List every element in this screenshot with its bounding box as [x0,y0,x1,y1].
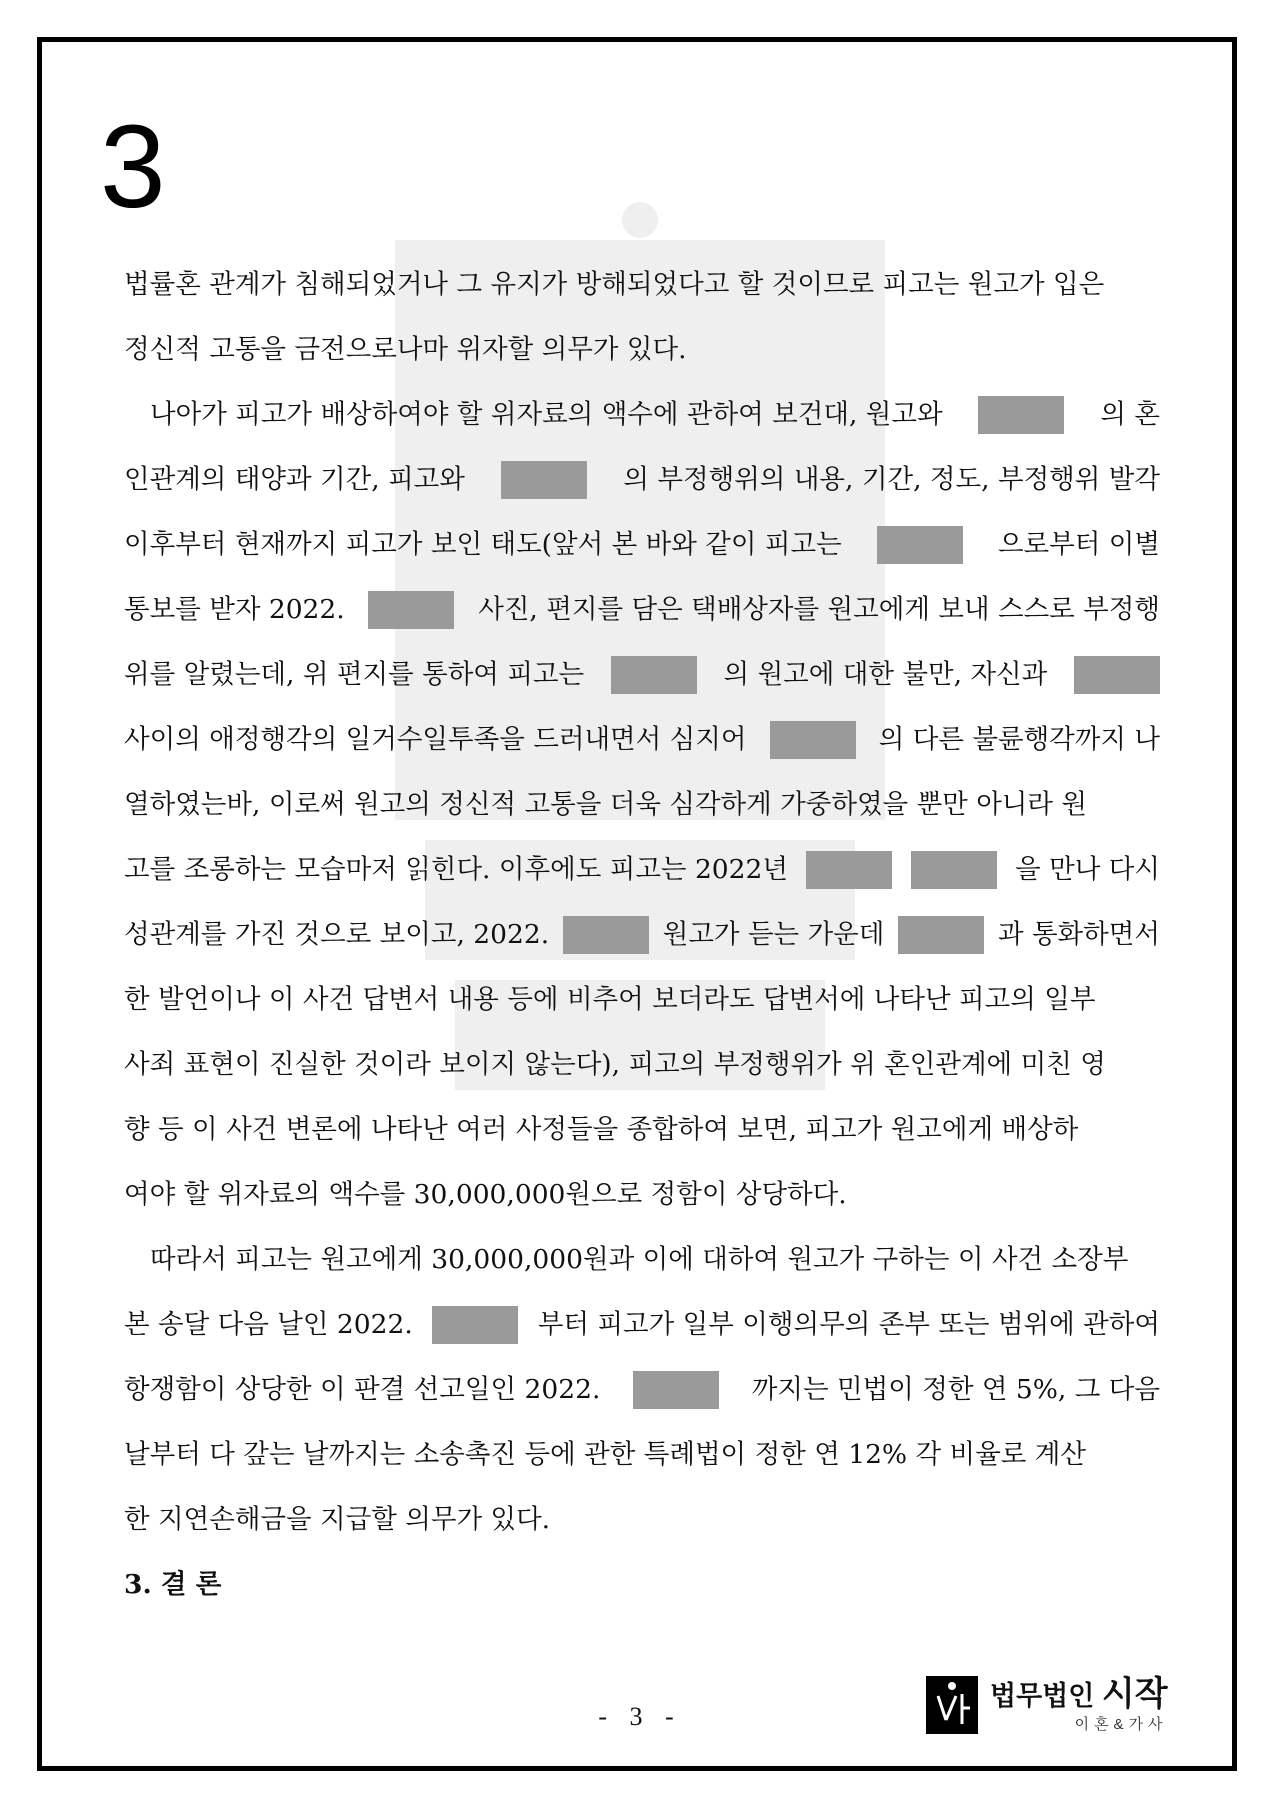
firm-name: 법무법인 시작 [990,1675,1168,1713]
judgment-body [124,252,1160,1617]
page-number: - 3 - [598,1702,682,1731]
text-line: 성관계를 가진 것으로 보이고, 2022. 원고가 듣는 가운데 과 통화하면서 [124,902,1160,967]
redaction-box [877,526,963,564]
redaction-box [563,916,649,954]
redaction-box [898,916,984,954]
text-line: 따라서 피고는 원고에게 30,000,000원과 이에 대하여 원고가 구하는 이 사건 소장부 [150,1244,1129,1275]
text-line: 통보를 받자 2022. 사진, 편지를 담은 택배상자를 원고에게 보내 스스로 부정행 [124,577,1160,642]
text-line: 위를 알렸는데, 위 편지를 통하여 피고는 의 원고에 대한 불만, 자신과 [124,642,1160,707]
text-line: 향 등 이 사건 변론에 나타난 여러 사정들을 종합하여 보면, 피고가 원고에게 배상하 [124,1114,1079,1145]
text-line: 날부터 다 갚는 날까지는 소송촉진 등에 관한 특례법이 정한 연 12% 각 비율로 계산 [124,1439,1086,1470]
page-big-number: 3 [100,101,166,233]
text-line: 본 송달 다음 날인 2022. 부터 피고가 일부 이행의무의 존부 또는 범위에 관하여 [124,1292,1160,1357]
section-heading: 3. 결 론 [124,1569,222,1600]
text-line: 항쟁함이 상당한 이 판결 선고일인 2022. 까지는 민법이 정한 연 5%, 그 다음 [124,1357,1160,1422]
redaction-box [368,591,454,629]
text-line: 법률혼 관계가 침해되었거나 그 유지가 방해되었다고 할 것이므로 피고는 원고가 입은 [124,269,1105,300]
redaction-box [611,656,697,694]
text-line: 이후부터 현재까지 피고가 보인 태도(앞서 본 바와 같이 피고는 으로부터 이별 [124,512,1160,577]
text-line: 정신적 고통을 금전으로나마 위자할 의무가 있다. [124,334,687,365]
redaction-box [978,396,1064,434]
text-line: 열하였는바, 이로써 원고의 정신적 고통을 더욱 심각하게 가중하였을 뿐만 아니라 원 [124,789,1088,820]
text-line: 고를 조롱하는 모습마저 읽힌다. 이후에도 피고는 2022년 을 만나 다시 [124,837,1160,902]
firm-logo-icon [926,1676,978,1734]
text-line: 사죄 표현이 진실한 것이라 보이지 않는다), 피고의 부정행위가 위 혼인관계에 미친 영 [124,1049,1106,1080]
text-line: 한 지연손해금을 지급할 의무가 있다. [124,1504,551,1535]
redaction-box [633,1371,719,1409]
redaction-box [911,851,997,889]
text-line: 한 발언이나 이 사건 답변서 내용 등에 비추어 보더라도 답변서에 나타난 피고의 일부 [124,984,1096,1015]
text-line: 인관계의 태양과 기간, 피고와 의 부정행위의 내용, 기간, 정도, 부정행위 발각 [124,447,1160,512]
redaction-box [501,461,587,499]
text-line: 나아가 피고가 배상하여야 할 위자료의 액수에 관하여 보건대, 원고와 의 혼 [124,382,1160,447]
firm-subtitle: 이혼&가사 [1074,1716,1168,1734]
redaction-box [806,851,892,889]
firm-logo [926,1676,1168,1734]
text-line: 여야 할 위자료의 액수를 30,000,000원으로 정함이 상당하다. [124,1179,847,1210]
redaction-box [432,1306,518,1344]
text-line: 사이의 애정행각의 일거수일투족을 드러내면서 심지어 의 다른 불륜행각까지 나 [124,707,1160,772]
redaction-box [1074,656,1160,694]
redaction-box [770,721,856,759]
